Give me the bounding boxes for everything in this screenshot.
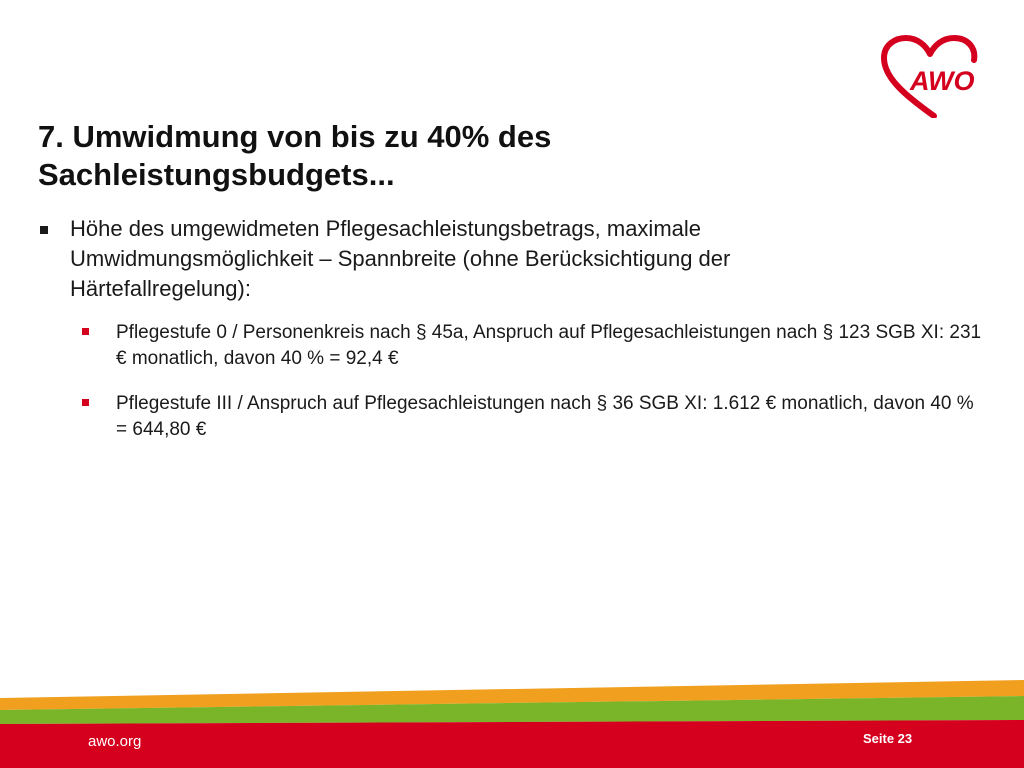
logo-text: AWO	[910, 66, 975, 96]
sub-bullet	[82, 391, 982, 443]
slide-title	[38, 118, 838, 194]
footer-stripes	[0, 676, 1024, 768]
title-line-2: Sachleistungsbudgets...	[38, 157, 395, 192]
footer-url[interactable]: awo.org	[88, 733, 142, 750]
title-line-1: 7. Umwidmung von bis zu 40% des	[38, 119, 552, 154]
sub-bullet-text: Pflegestufe III / Anspruch auf Pflegesachleistungen nach § 36 SGB XI: 1.612 € monatlich, davon 40 % = 644,80 €	[116, 393, 974, 440]
page-number: Seite 23	[863, 731, 913, 746]
awo-logo	[876, 34, 986, 118]
bullet-square-icon	[40, 214, 70, 304]
sub-bullet	[82, 320, 982, 372]
heart-icon	[876, 34, 986, 118]
footer-band	[0, 676, 1024, 768]
sub-bullet-text: Pflegestufe 0 / Personenkreis nach § 45a, Anspruch auf Pflegesachleistungen nach § 123 SGB XI: 231 € monatlich, davon 40 % = 92,4 €	[116, 322, 982, 369]
bullet-main	[40, 214, 860, 304]
bullet-main-text: Höhe des umgewidmeten Pflegesachleistungsbetrags, maximale Umwidmungsmöglichkeit – Spannbreite (ohne Berücksichtigung der Härtefallregelung):	[70, 216, 731, 301]
bullet-square-icon	[82, 391, 116, 443]
bullet-square-icon	[82, 320, 116, 372]
